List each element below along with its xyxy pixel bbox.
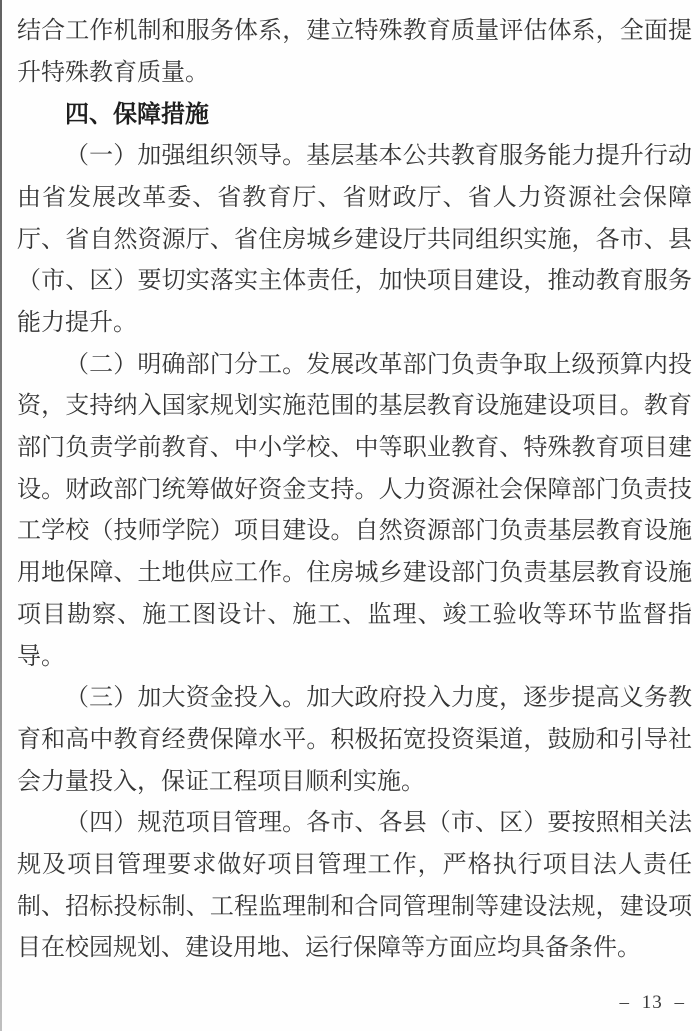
- paragraph-item-3: （三）加大资金投入。加大政府投入力度，逐步提高义务教育和高中教育经费保障水平。积极拓宽投资渠道，鼓励和引导社会力量投入，保证工程项目顺利实施。: [17, 685, 692, 795]
- paragraph-item-2: （二）明确部门分工。发展改革部门负责争取上级预算内投资，支持纳入国家规划实施范围的基层教育设施建设项目。教育部门负责学前教育、中小学校、中等职业教育、特殊教育项目建设。财政部门统筹做好资金支持。人力资源社会保障部门负责技工学校（技师学院）项目建设。自然资源部门负责基层教育设施用地保障、土地供应工作。住房城乡建设部门负责基层教育设施项目勘察、施工图设计、施工、监理、竣工验收等环节监督指导。: [17, 351, 692, 670]
- paragraph-continuation: 结合工作机制和服务体系，建立特殊教育质量评估体系，全面提升特殊教育质量。: [17, 18, 692, 86]
- page-number: – 13 –: [619, 992, 685, 1013]
- scan-edge-artifact: [0, 0, 2, 1031]
- paragraph-item-4: （四）规范项目管理。各市、各县（市、区）要按照相关法规及项目管理要求做好项目管理工作，严格执行项目法人责任制、招标投标制、工程监理制和合同管理制等建设法规，建设项目在校园规划、建设用地、运行保障等方面应均具备条件。: [17, 810, 692, 962]
- section-heading: 四、保障措施: [65, 101, 209, 129]
- paragraph-item-1: （一）加强组织领导。基层基本公共教育服务能力提升行动由省发展改革委、省教育厅、省财政厅、省人力资源社会保障厅、省自然资源厅、省住房城乡建设厅共同组织实施，各市、县（市、区）要切实落实主体责任，加快项目建设，推动教育服务能力提升。: [17, 143, 692, 336]
- document-content: [17, 11, 692, 970]
